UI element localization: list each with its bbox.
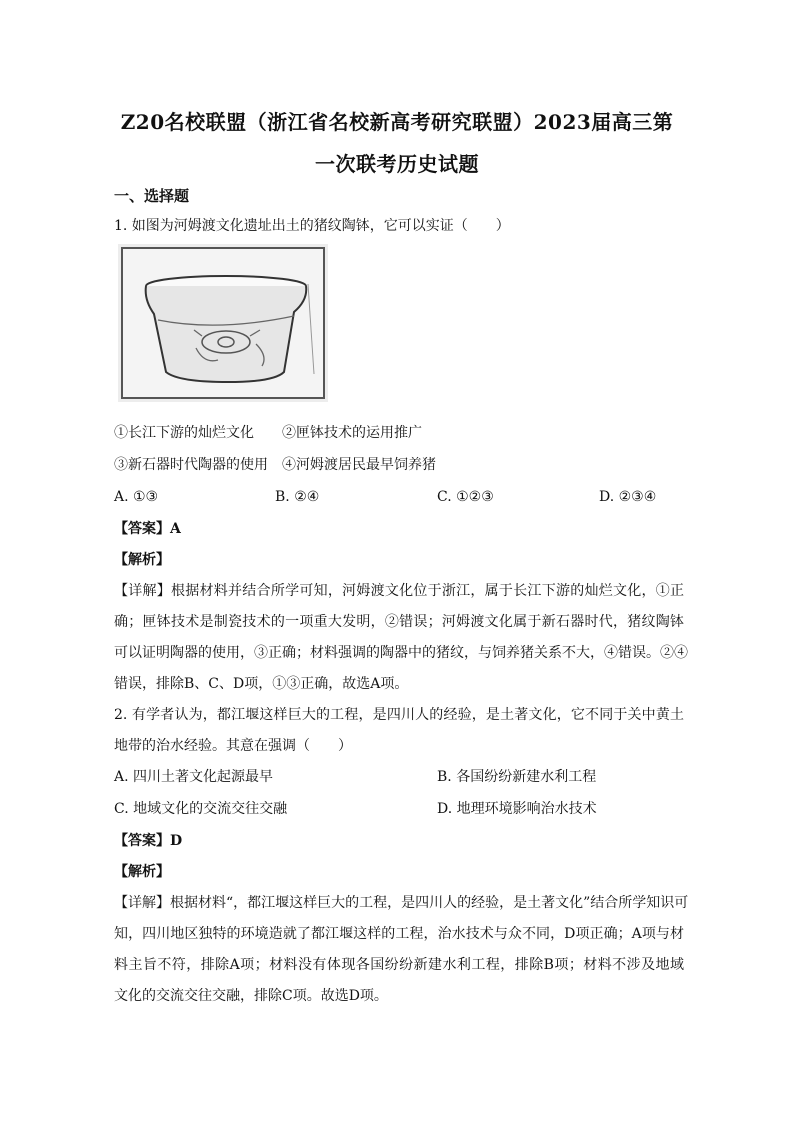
q1-items-line-2: ③新石器时代陶器的使用 ④河姆渡居民最早饲养猪 (114, 457, 436, 473)
q2-detail-line: 料主旨不符，排除A项；材料没有体现各国纷纷新建水利工程，排除B项；材料不涉及地域 (114, 957, 684, 973)
q1-option-c: C. ①②③ (437, 489, 494, 505)
q1-items-line-1: ①长江下游的灿烂文化 ②匣钵技术的运用推广 (114, 425, 422, 441)
section-heading: 一、选择题 (114, 187, 190, 205)
q2-option-c: C. 地域文化的交流交往交融 (114, 801, 288, 817)
q1-option-a: A. ①③ (114, 489, 159, 505)
q1-detail-line: 错误，排除B、C、D项，①③正确，故选A项。 (114, 676, 409, 692)
q2-option-a: A. 四川土著文化起源最早 (114, 769, 274, 785)
q2-option-d: D. 地理环境影响治水技术 (437, 801, 597, 817)
q2-answer: 【答案】D (114, 833, 183, 849)
pig-pattern-bowl-image (118, 244, 328, 402)
q1-analysis-tag: 【解析】 (114, 552, 170, 568)
q1-option-d: D. ②③④ (599, 489, 657, 505)
q2-detail-line: 【详解】根据材料“，都江堰这样巨大的工程，是四川人的经验，是土著文化”结合所学知识可 (114, 895, 689, 911)
q2-stem-line-1: 2. 有学者认为，都江堰这样巨大的工程，是四川人的经验，是土著文化，它不同于关中黄土 (114, 707, 684, 723)
q2-detail-line: 知，四川地区独特的环境造就了都江堰这样的工程，治水技术与众不同，D项正确；A项与材 (114, 926, 684, 942)
q2-option-b: B. 各国纷纷新建水利工程 (437, 769, 597, 785)
q2-stem-line-2: 地带的治水经验。其意在强调（ ） (114, 738, 352, 754)
q1-detail-line: 确；匣钵技术是制瓷技术的一项重大发明，②错误；河姆渡文化属于新石器时代，猪纹陶钵 (114, 614, 684, 630)
pottery-bowl-photo (118, 244, 328, 402)
q1-stem: 1. 如图为河姆渡文化遗址出土的猪纹陶钵，它可以实证（ ） (114, 218, 510, 234)
exam-title-line-2: 一次联考历史试题 (315, 152, 479, 176)
q1-detail-line: 可以证明陶器的使用，③正确；材料强调的陶器中的猪纹，与饲养猪关系不大，④错误。②④ (114, 645, 688, 661)
q1-detail-line: 【详解】根据材料并结合所学可知，河姆渡文化位于浙江，属于长江下游的灿烂文化，①正 (114, 583, 684, 599)
exam-title-line-1: Z20名校联盟（浙江省名校新高考研究联盟）2023届高三第 (120, 110, 674, 134)
q2-detail-line: 文化的交流交往交融，排除C项。故选D项。 (114, 988, 388, 1004)
q1-option-b: B. ②④ (275, 489, 320, 505)
q2-analysis-tag: 【解析】 (114, 864, 170, 880)
q1-answer: 【答案】A (114, 521, 181, 537)
